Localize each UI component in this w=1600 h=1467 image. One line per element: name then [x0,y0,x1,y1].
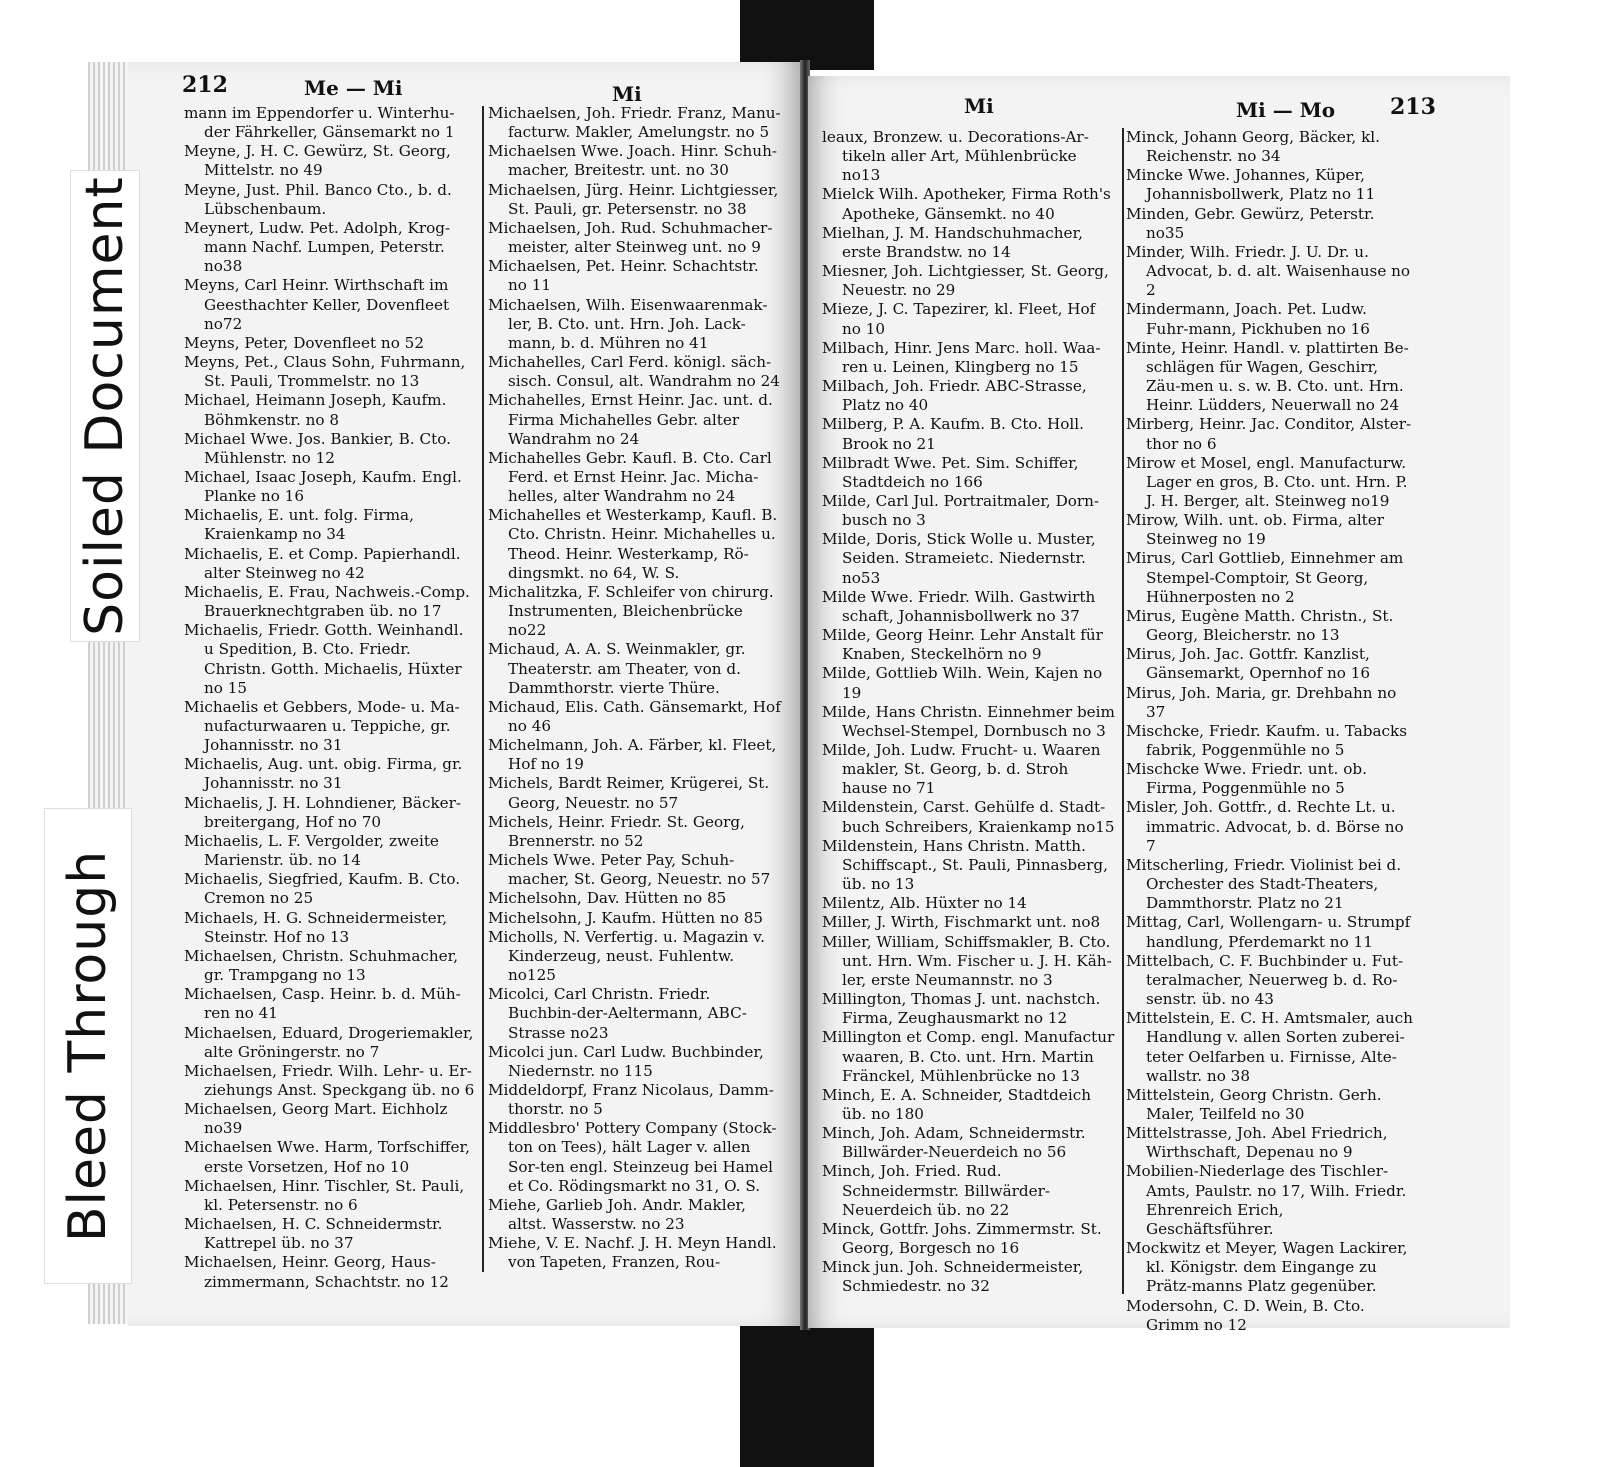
left-column-rule [482,106,484,1272]
directory-entry: Milde, Gottlieb Wilh. Wein, Kajen no 19 [822,664,1103,702]
directory-entry: Minte, Heinr. Handl. v. plattirten Be-schlägen für Wagen, Geschirr, Zäu-men u. s. w. B. Cto. unt. Hrn. Heinr. Lüdders, Neuerwall no 24 [1126,338,1409,415]
directory-entry: Michaelsen, Eduard, Drogeriemakler, alte Gröningerstr. no 7 [184,1023,474,1061]
left-page [128,62,800,1326]
directory-entry: Michaelsen, Wilh. Eisenwaarenmak-ler, B. Cto. unt. Hrn. Joh. Lack-mann, b. d. Mühren no 41 [488,295,768,352]
directory-entry: Michalitzka, F. Schleifer von chirurg. Instrumenten, Bleichenbrücke no22 [488,582,774,640]
directory-entry: Mirus, Joh. Jac. Gottfr. Kanzlist, Gänsemarkt, Opernhof no 16 [1126,645,1371,683]
directory-entry: Michaelis, E. Frau, Nachweis.-Comp. Brauerknechtgraben üb. no 17 [184,582,470,621]
directory-entry: Meynert, Ludw. Pet. Adolph, Krog-mann Nachf. Lumpen, Peterstr. no38 [184,218,451,276]
directory-entry: Mindermann, Joach. Pet. Ludw. Fuhr-mann, Pickhuben no 16 [1126,300,1370,338]
directory-entry: Michaelis, J. H. Lohndiener, Bäcker-breitergang, Hof no 70 [184,793,462,831]
directory-entry: Minck jun. Joh. Schneidermeister, Schmiedestr. no 32 [822,1258,1084,1296]
directory-entry: Michael, Isaac Joseph, Kaufm. Engl. Planke no 16 [184,467,462,506]
left-running-head: Me — Mi [304,76,403,100]
directory-entry: Michaelsen, Jürg. Heinr. Lichtgiesser, St. Pauli, gr. Petersenstr. no 38 [488,180,779,218]
directory-entry: Michaelsen Wwe. Harm, Torfschiffer, erste Vorsetzen, Hof no 10 [184,1138,470,1176]
directory-entry: Mittelstrasse, Joh. Abel Friedrich, Wirthschaft, Depenau no 9 [1126,1124,1388,1162]
directory-entry: Michael, Heimann Joseph, Kaufm. Böhmkenstr. no 8 [184,391,447,429]
directory-entry: Milde, Carl Jul. Portraitmaler, Dorn-busch no 3 [822,491,1100,530]
directory-entry: Minck, Gottfr. Johs. Zimmermstr. St. Georg, Borgesch no 16 [822,1219,1102,1258]
directory-entry: Michels, Heinr. Friedr. St. Georg, Brennerstr. no 52 [488,812,745,850]
directory-entry: Michahelles et Westerkamp, Kaufl. B. Cto. Christn. Heinr. Michahelles u. Theod. Heinr. Westerkamp, Rö-dingsmkt. no 64, W. S. [488,506,778,582]
left-page-number: 212 [182,72,228,98]
directory-entry: Micholls, N. Verfertig. u. Magazin v. Kinderzeug, neust. Fuhlentw. no125 [488,927,765,985]
directory-entry: Mirow, Wilh. unt. ob. Firma, alter Steinweg no 19 [1126,511,1385,549]
directory-entry: Micolci, Carl Christn. Friedr. Buchbin-der-Aeltermann, ABC-Strasse no23 [488,985,747,1042]
directory-entry: Milde, Doris, Stick Wolle u. Muster, Seiden. Strameietc. Niedernstr. no53 [822,530,1096,587]
directory-entry: Milentz, Alb. Hüxter no 14 [822,894,1027,913]
directory-entry: Mielck Wilh. Apotheker, Firma Roth's Apotheke, Gänsemkt. no 40 [822,185,1111,223]
directory-entry: Mirus, Eugène Matth. Christn., St. Georg, Bleicherstr. no 13 [1126,606,1394,645]
directory-entry: Michahelles, Carl Ferd. königl. säch-sisch. Consul, alt. Wandrahm no 24 [488,353,780,391]
directory-entry: Mittelstein, Georg Christn. Gerh. Maler, Teilfeld no 30 [1126,1085,1382,1123]
directory-entry: Michahelles Gebr. Kaufl. B. Cto. Carl Ferd. et Ernst Heinr. Jac. Micha-helles, alter Wandrahm no 24 [488,448,772,506]
directory-entry: Michaelsen, Hinr. Tischler, St. Pauli, kl. Petersenstr. no 6 [184,1176,465,1214]
right-center-head: Mi [964,94,994,118]
directory-entry: Michaelsen, Joh. Friedr. Franz, Manu-facturw. Makler, Amelungstr. no 5 [488,104,781,142]
directory-entry: Milbach, Joh. Friedr. ABC-Strasse, Platz no 40 [822,377,1087,415]
left-center-head: Mi [612,82,642,106]
directory-entry: Michelsohn, Dav. Hütten no 85 [488,889,727,908]
directory-entry: Mischcke Wwe. Friedr. unt. ob. Firma, Poggenmühle no 5 [1126,760,1367,798]
directory-entry: Minch, E. A. Schneider, Stadtdeich üb. no 180 [822,1085,1092,1123]
directory-entry: Mirow et Mosel, engl. Manufacturw. Lager en gros, B. Cto. unt. Hrn. P. J. H. Berger, alt. Steinweg no19 [1126,453,1408,510]
directory-entry: Michaelsen, Joh. Rud. Schuhmacher-meister, alter Steinweg unt. no 9 [488,218,773,257]
directory-entry: Mockwitz et Meyer, Wagen Lackirer, kl. Königstr. dem Eingange zu Prätz-manns Platz gegenüber. [1126,1239,1408,1296]
directory-entry: Mildenstein, Carst. Gehülfe d. Stadt-buch Schreibers, Kraienkamp no15 [822,798,1115,836]
directory-entry: Mincke Wwe. Johannes, Küper, Johannisbollwerk, Platz no 11 [1126,166,1376,204]
directory-entry: Michaelis, Aug. unt. obig. Firma, gr. Johannisstr. no 31 [184,755,463,793]
directory-entry: Michels, Bardt Reimer, Krügerei, St. Georg, Neuestr. no 57 [488,774,770,812]
directory-entry: leaux, Bronzew. u. Decorations-Ar-tikeln aller Art, Mühlenbrücke no13 [822,128,1089,185]
right-column-rule [1122,128,1124,1294]
directory-entry: Minck, Johann Georg, Bäcker, kl. Reichenstr. no 34 [1126,128,1380,166]
directory-entry: Mitscherling, Friedr. Violinist bei d. Orchester des Stadt-Theaters, Dammthorstr. Platz no 21 [1126,855,1402,913]
directory-entry: Michaelis, Siegfried, Kaufm. B. Cto. Cremon no 25 [184,870,461,908]
directory-entry: Milde, Georg Heinr. Lehr Anstalt für Knaben, Steckelhörn no 9 [822,626,1103,664]
soiled-document-label [70,170,140,642]
directory-entry: Michaelsen Wwe. Joach. Hinr. Schuh-macher, Breitestr. unt. no 30 [488,142,777,180]
directory-entry: Michaelsen, Pet. Heinr. Schachtstr. no 11 [488,257,759,295]
directory-entry: Mobilien-Niederlage des Tischler-Amts, Paulstr. no 17, Wilh. Friedr. Ehrenreich Erich, Geschäftsführer. [1126,1162,1407,1238]
directory-entry: Mittag, Carl, Wollengarn- u. Strumpf handlung, Pferdemarkt no 11 [1126,913,1411,951]
directory-entry: Michaelis, E. unt. folg. Firma, Kraienkamp no 34 [184,506,414,544]
right-running-head: Mi — Mo [1236,98,1336,122]
directory-entry: Michaelsen, Christn. Schuhmacher, gr. Trampgang no 13 [184,946,459,985]
directory-entry: Meyne, Just. Phil. Banco Cto., b. d. Lübschenbaum. [184,180,452,218]
directory-entry: Michels Wwe. Peter Pay, Schuh-macher, St. Georg, Neuestr. no 57 [488,851,771,889]
directory-entry: Mischcke, Friedr. Kaufm. u. Tabacks fabrik, Poggenmühle no 5 [1126,721,1408,759]
directory-entry: Miller, William, Schiffsmakler, B. Cto. unt. Hrn. Wm. Fischer u. J. H. Käh-ler, erste Neumannstr. no 3 [822,932,1112,989]
right-page-number: 213 [1390,94,1436,120]
directory-entry: Michelmann, Joh. A. Färber, kl. Fleet, Hof no 19 [488,736,777,774]
directory-entry: Minder, Wilh. Friedr. J. U. Dr. u. Advocat, b. d. alt. Waisenhause no 2 [1126,242,1411,300]
soiled-document-text: Soiled Document [75,176,135,636]
directory-entry: Misler, Joh. Gottfr., d. Rechte Lt. u. immatric. Advocat, b. d. Börse no 7 [1126,798,1404,855]
directory-entry: Milbradt Wwe. Pet. Sim. Schiffer, Stadtdeich no 166 [822,453,1079,491]
directory-entry: Middlesbro' Pottery Company (Stock-ton on Tees), hält Lager v. allen Sor-ten engl. Steinzeug bei Hamel et Co. Rödingsmarkt no 31, O. S. [488,1119,777,1195]
directory-entry: Meyns, Carl Heinr. Wirthschaft im Geesthachter Keller, Dovenfleet no72 [184,276,450,333]
directory-entry: Middeldorpf, Franz Nicolaus, Damm-thorstr. no 5 [488,1080,774,1119]
directory-entry: Michaels, H. G. Schneidermeister, Steinstr. Hof no 13 [184,908,448,946]
directory-entry: Millington et Comp. engl. Manufactur waaren, B. Cto. unt. Hrn. Martin Fränckel, Mühlenbrücke no 13 [822,1028,1115,1085]
directory-entry: Michaelsen, Heinr. Georg, Haus-zimmermann, Schachtstr. no 12 [184,1253,449,1291]
directory-entry: Michelsohn, J. Kaufm. Hütten no 85 [488,908,764,927]
directory-entry: Milde, Joh. Ludw. Frucht- u. Waaren makler, St. Georg, b. d. Stroh hause no 71 [822,741,1101,798]
directory-entry: Michahelles, Ernst Heinr. Jac. unt. d. Firma Michahelles Gebr. alter Wandrahm no 24 [488,391,773,448]
directory-entry: Minch, Joh. Adam, Schneidermstr. Billwärder-Neuerdeich no 56 [822,1124,1086,1162]
directory-entry: Michaelsen, Casp. Heinr. b. d. Müh-ren no 41 [184,985,461,1023]
directory-entry: Michaelis et Gebbers, Mode- u. Ma-nufacturwaaren u. Teppiche, gr. Johannisstr. no 31 [184,697,460,755]
directory-entry: Minch, Joh. Fried. Rud. Schneidermstr. Billwärder-Neuerdeich üb. no 22 [822,1162,1050,1219]
directory-entry: Mildenstein, Hans Christn. Matth. Schiffscapt., St. Pauli, Pinnasberg, üb. no 13 [822,836,1108,894]
directory-entry: Meyns, Pet., Claus Sohn, Fuhrmann, St. Pauli, Trommelstr. no 13 [184,353,466,391]
directory-entry: Modersohn, C. D. Wein, B. Cto. Grimm no 12 [1126,1296,1365,1334]
directory-entry: Michael Wwe. Jos. Bankier, B. Cto. Mühlenstr. no 12 [184,429,451,467]
directory-entry: Michaelsen, Georg Mart. Eichholz no39 [184,1100,448,1138]
directory-entry: Meyne, J. H. C. Gewürz, St. Georg, Mittelstr. no 49 [184,142,451,180]
directory-entry: Milbach, Hinr. Jens Marc. holl. Waa-ren u. Leinen, Klingberg no 15 [822,338,1101,376]
directory-entry: Michaud, Elis. Cath. Gänsemarkt, Hof no 46 [488,697,781,735]
directory-entry: Michaelis, L. F. Vergolder, zweite Marienstr. üb. no 14 [184,831,439,870]
bleed-through-text: Bleed Through [58,849,118,1243]
spine-bottom-background [740,1322,874,1467]
right-page [808,76,1510,1334]
left-column-2 [488,104,782,1273]
directory-entry: Meyns, Peter, Dovenfleet no 52 [184,333,424,352]
directory-entry: Michaelis, E. et Comp. Papierhandl. alter Steinweg no 42 [184,544,461,582]
directory-entry: Milde, Hans Christn. Einnehmer beim Wechsel-Stempel, Dornbusch no 3 [822,702,1115,740]
directory-entry: Micolci jun. Carl Ludw. Buchbinder, Niedernstr. no 115 [488,1042,764,1080]
directory-entry: Mirus, Carl Gottlieb, Einnehmer am Stempel-Comptoir, St Georg, Hühnerposten no 2 [1126,549,1404,606]
directory-entry: Miehe, Garlieb Joh. Andr. Makler, altst. Wasserstw. no 23 [488,1195,746,1234]
right-column-2 [1126,128,1414,1335]
directory-entry: Mielhan, J. M. Handschuhmacher, erste Brandstw. no 14 [822,223,1083,261]
directory-entry: Michaelis, Friedr. Gotth. Weinhandl. u Spedition, B. Cto. Friedr. Christn. Gotth. Michaelis, Hüxter no 15 [184,621,464,697]
right-column-1 [822,128,1118,1297]
directory-entry: Mieze, J. C. Tapezirer, kl. Fleet, Hof no 10 [822,300,1096,338]
directory-entry: Mittelstein, E. C. H. Amtsmaler, auch Handlung v. allen Sorten zuberei-teter Oelfarben u. Firnisse, Alte-wallstr. no 38 [1126,1009,1413,1085]
directory-entry: Mirberg, Heinr. Jac. Conditor, Alster-thor no 6 [1126,415,1412,453]
directory-entry: Michaud, A. A. S. Weinmakler, gr. Theaterstr. am Theater, von d. Dammthorstr. vierte Thüre. [488,640,746,697]
directory-entry: Mirus, Joh. Maria, gr. Drehbahn no 37 [1126,683,1397,721]
left-column-1 [184,104,476,1292]
directory-entry: Miesner, Joh. Lichtgiesser, St. Georg, Neuestr. no 29 [822,262,1109,300]
directory-entry: Milde Wwe. Friedr. Wilh. Gastwirth schaft, Johannisbollwerk no 37 [822,587,1096,625]
directory-entry: Miller, J. Wirth, Fischmarkt unt. no8 [822,913,1101,932]
directory-entry: mann im Eppendorfer u. Winterhu-der Fährkeller, Gänsemarkt no 1 [184,104,455,142]
directory-entry: Michaelsen, H. C. Schneidermstr. Kattrepel üb. no 37 [184,1215,443,1253]
directory-entry: Miehe, V. E. Nachf. J. H. Meyn Handl. von Tapeten, Franzen, Rou- [488,1234,777,1272]
bleed-through-label [44,808,132,1284]
directory-entry: Minden, Gebr. Gewürz, Peterstr. no35 [1126,204,1375,242]
directory-entry: Milberg, P. A. Kaufm. B. Cto. Holl. Brook no 21 [822,415,1084,453]
directory-entry: Millington, Thomas J. unt. nachstch. Firma, Zeughausmarkt no 12 [822,990,1101,1028]
directory-entry: Mittelbach, C. F. Buchbinder u. Fut-teralmacher, Neuerweg b. d. Ro-senstr. üb. no 43 [1126,951,1404,1009]
directory-entry: Michaelsen, Friedr. Wilh. Lehr- u. Er-ziehungs Anst. Speckgang üb. no 6 [184,1061,475,1099]
